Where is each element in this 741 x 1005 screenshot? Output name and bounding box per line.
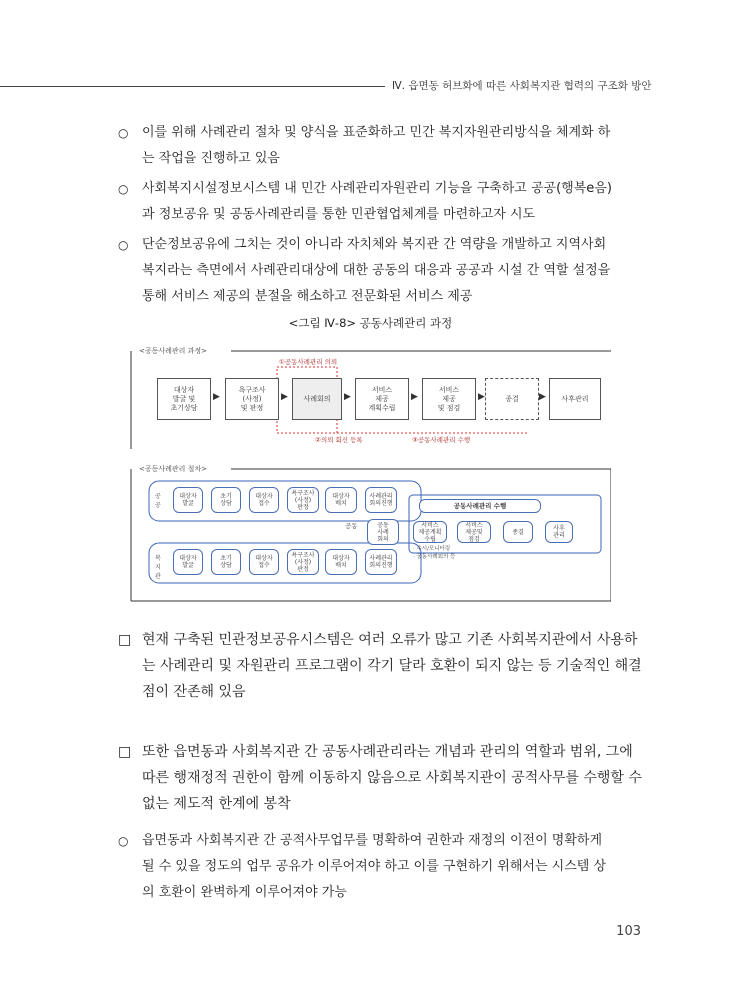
bullet-line: 는 작업을 진행하고 있음 [142, 151, 280, 166]
process-box: 대상자 발굴 [173, 487, 203, 513]
bullet-line: 통해 서비스 제공의 분절을 해소하고 전문화된 서비스 제공 [142, 289, 473, 304]
arrow-right-icon: ▶ [478, 392, 485, 402]
process-box: 욕구조사 (사정) 판정 [287, 487, 319, 513]
process-box: 대상자 배치 [325, 549, 357, 575]
note-perform: ③공동사례관리 수행 [412, 436, 471, 444]
bullet-line: 의 호환이 완벽하게 이루어져야 가능 [142, 885, 347, 900]
circle-bullet-icon: ○ [118, 238, 129, 252]
process-box: 대상자 발굴 [173, 549, 203, 575]
arrow-right-icon: ▶ [411, 392, 418, 402]
running-header: Ⅳ. 읍면동 허브화에 따른 사회복지관 협력의 구조화 방안 [392, 80, 652, 92]
arrow-right-icon: ▶ [213, 392, 220, 402]
process-box: 사례관리 회의진행 [365, 487, 397, 513]
right-note: · 수시/모니터링 · 공동사례회의 등 [413, 546, 456, 560]
step-box: 사후관리 [549, 378, 601, 420]
circle-bullet-icon: ○ [118, 182, 129, 196]
process-box: 사례관리 회의진행 [365, 549, 397, 575]
process-box: 초기 상담 [211, 487, 241, 513]
bullet-line: 될 수 있을 정도의 업무 공유가 이루어져야 하고 이를 구현하기 위해서는 시스템 상 [142, 859, 607, 874]
process-box: 대상자 접수 [249, 487, 279, 513]
process-box: 초기 상담 [211, 549, 241, 575]
process-box: 공동 사례 회의 [367, 519, 399, 545]
header-rule [0, 86, 385, 87]
circle-bullet-icon: ○ [118, 126, 129, 140]
bullet-line: 점이 잔존해 있음 [142, 684, 246, 700]
bullet-line: 단순정보공유에 그치는 것이 아니라 자치체와 복지관 간 역량을 개발하고 지역사회 [142, 237, 607, 252]
bullet-line: 또한 읍면동과 사회복지관 간 공동사례관리라는 개념과 관리의 역할과 범위, 그에 [142, 744, 633, 760]
bullet-item [118, 739, 643, 817]
step-box: 서비스 제공 및 점검 [422, 378, 476, 420]
bullet-line: 없는 제도적 한계에 봉착 [142, 796, 291, 812]
step-box: 대상자 발굴 및 초기상담 [157, 378, 211, 420]
bullet-line: 현재 구축된 민관정보공유시스템은 여러 오류가 많고 기존 사회복지관에서 사용하 [142, 632, 638, 648]
bullet-line: 는 사례관리 및 자원관리 프로그램이 각기 달라 호환이 되지 않는 등 기술적인 해결 [142, 658, 642, 674]
bullet-item [118, 232, 643, 310]
figure-caption: <그림 Ⅳ-8> 공동사례관리 과정 [288, 316, 453, 330]
row-label: 복지관 [155, 555, 161, 580]
note-reply: ②의뢰 회신 등록 [315, 436, 363, 444]
bullet-line: 따른 행재정적 권한이 함께 이동하지 않음으로 사회복지관이 공적사무를 수행할 수 [142, 770, 642, 786]
bullet-item [118, 120, 643, 172]
bullet-item [118, 828, 643, 906]
bullet-item [118, 627, 643, 705]
row-label: 공공 [155, 493, 161, 509]
bullet-item [118, 176, 643, 228]
process-box: 대상자 배치 [325, 487, 357, 513]
top-panel-title: <공동사례관리 과정> [139, 347, 208, 355]
circle-bullet-icon: ○ [118, 834, 129, 848]
bullet-line: 읍면동과 사회복지관 간 공적사무업무를 명확하여 권한과 재정의 이전이 명확하게 [142, 833, 603, 848]
process-box: 욕구조사 (사정) 판정 [287, 549, 319, 575]
arrow-right-icon: ▶ [344, 392, 351, 402]
process-box: 사후 관리 [545, 521, 573, 543]
step-box: 사례회의 [292, 378, 342, 420]
bullet-line: 이를 위해 사례관리 절차 및 양식을 표준화하고 민간 복지자원관리방식을 체계화 하 [142, 125, 611, 140]
step-box: 욕구조사 (사정) 및 판정 [225, 378, 279, 420]
square-bullet-icon: □ [118, 632, 132, 648]
process-box: 서비스 제공및 점검 [457, 521, 491, 543]
bullet-line: 사회복지시설정보시스템 내 민간 사례관리자원관리 기능을 구축하고 공공(행복e음) [142, 181, 612, 196]
process-box: 대상자 접수 [249, 549, 279, 575]
arrow-right-icon: ▶ [281, 392, 288, 402]
page-number: 103 [616, 924, 641, 939]
bullet-line: 복지라는 측면에서 사례관리대상에 대한 공동의 대응과 공공과 시설 간 역할 설정을 [142, 263, 611, 278]
bottom-panel-title: <공동사례관리 절차> [139, 465, 208, 473]
shared-case-title: 공동사례관리 수행 [419, 499, 541, 513]
step-box: 서비스 제공 계획수립 [355, 378, 409, 420]
process-box: 서비스 제공계획 수립 [413, 521, 447, 543]
arrow-right-icon: ▶ [539, 392, 546, 402]
note-request: ①공동사례관리 의뢰 [279, 358, 338, 366]
process-box: 종결 [503, 521, 533, 543]
square-bullet-icon: □ [118, 744, 132, 760]
bullet-line: 과 정보공유 및 공동사례관리를 통한 민관협업체계를 마련하고자 시도 [142, 207, 536, 222]
step-box: 종결 [485, 378, 539, 420]
mid-label: 공동 [345, 522, 358, 530]
